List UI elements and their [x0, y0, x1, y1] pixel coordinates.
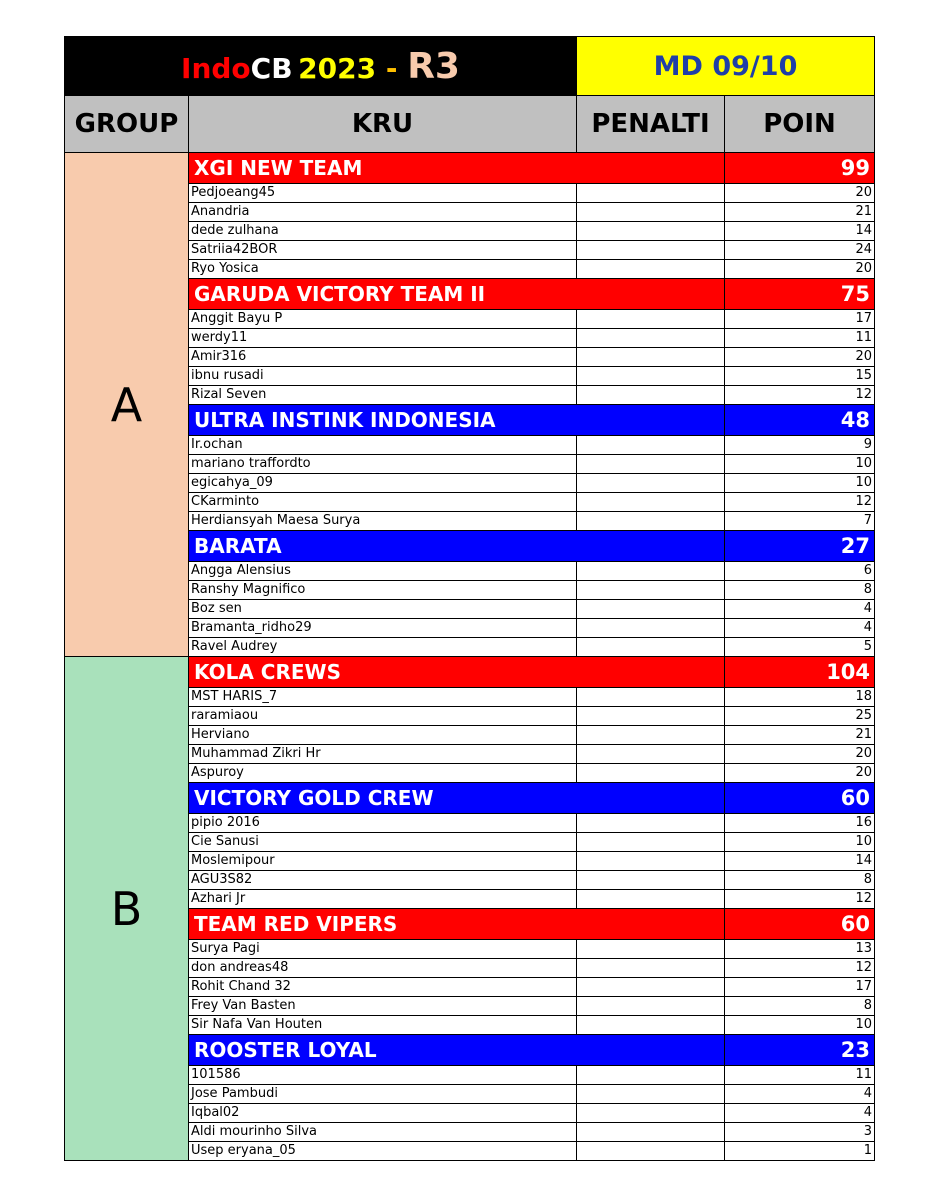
member-penalty: [577, 978, 725, 997]
member-name: Rohit Chand 32: [189, 978, 577, 997]
member-points: 20: [725, 348, 875, 367]
member-name: Satriia42BOR: [189, 241, 577, 260]
team-name: ROOSTER LOYAL: [189, 1035, 725, 1066]
member-name: CKarminto: [189, 493, 577, 512]
member-name: egicahya_09: [189, 474, 577, 493]
member-name: Surya Pagi: [189, 940, 577, 959]
member-points: 18: [725, 688, 875, 707]
member-penalty: [577, 833, 725, 852]
member-penalty: [577, 764, 725, 783]
member-points: 14: [725, 222, 875, 241]
member-name: Pedjoeang45: [189, 184, 577, 203]
member-penalty: [577, 997, 725, 1016]
member-penalty: [577, 581, 725, 600]
team-points: 99: [725, 153, 875, 184]
member-name: Iqbal02: [189, 1104, 577, 1123]
member-name: mariano traffordto: [189, 455, 577, 474]
member-points: 4: [725, 619, 875, 638]
title-row: [65, 37, 875, 96]
member-name: 101586: [189, 1066, 577, 1085]
member-points: 20: [725, 260, 875, 279]
member-name: Frey Van Basten: [189, 997, 577, 1016]
matchday-label: MD 09/10: [577, 37, 875, 96]
member-name: raramiaou: [189, 707, 577, 726]
member-penalty: [577, 436, 725, 455]
team-points: 75: [725, 279, 875, 310]
member-penalty: [577, 348, 725, 367]
member-penalty: [577, 562, 725, 581]
member-points: 12: [725, 386, 875, 405]
member-penalty: [577, 455, 725, 474]
member-name: Aldi mourinho Silva: [189, 1123, 577, 1142]
team-name: BARATA: [189, 531, 725, 562]
group-label: B: [65, 657, 189, 1161]
member-penalty: [577, 184, 725, 203]
member-name: Bramanta_ridho29: [189, 619, 577, 638]
member-points: 21: [725, 203, 875, 222]
team-name: KOLA CREWS: [189, 657, 725, 688]
member-penalty: [577, 260, 725, 279]
member-penalty: [577, 619, 725, 638]
member-name: Angga Alensius: [189, 562, 577, 581]
member-points: 20: [725, 764, 875, 783]
member-name: Ravel Audrey: [189, 638, 577, 657]
team-row: [65, 657, 875, 688]
standings-sheet: [64, 36, 874, 1161]
member-points: 10: [725, 455, 875, 474]
member-points: 7: [725, 512, 875, 531]
member-name: Herdiansyah Maesa Surya: [189, 512, 577, 531]
team-points: 104: [725, 657, 875, 688]
member-points: 5: [725, 638, 875, 657]
member-penalty: [577, 222, 725, 241]
tournament-title: [65, 37, 577, 96]
member-points: 24: [725, 241, 875, 260]
member-penalty: [577, 638, 725, 657]
member-points: 3: [725, 1123, 875, 1142]
team-name: XGI NEW TEAM: [189, 153, 725, 184]
member-name: Sir Nafa Van Houten: [189, 1016, 577, 1035]
member-penalty: [577, 726, 725, 745]
member-points: 21: [725, 726, 875, 745]
title-year: 2023: [298, 51, 377, 85]
member-penalty: [577, 1085, 725, 1104]
member-points: 9: [725, 436, 875, 455]
member-points: 20: [725, 184, 875, 203]
col-header-group: GROUP: [65, 96, 189, 153]
member-name: pipio 2016: [189, 814, 577, 833]
member-points: 8: [725, 871, 875, 890]
member-penalty: [577, 814, 725, 833]
member-points: 4: [725, 1085, 875, 1104]
group-label: A: [65, 153, 189, 657]
member-penalty: [577, 512, 725, 531]
col-header-penalti: PENALTI: [577, 96, 725, 153]
col-header-kru: KRU: [189, 96, 577, 153]
member-name: Anandria: [189, 203, 577, 222]
team-points: 60: [725, 783, 875, 814]
member-penalty: [577, 203, 725, 222]
team-name: GARUDA VICTORY TEAM II: [189, 279, 725, 310]
member-name: Herviano: [189, 726, 577, 745]
member-name: werdy11: [189, 329, 577, 348]
member-penalty: [577, 386, 725, 405]
member-points: 17: [725, 310, 875, 329]
member-points: 10: [725, 474, 875, 493]
member-points: 8: [725, 997, 875, 1016]
member-points: 20: [725, 745, 875, 764]
member-points: 8: [725, 581, 875, 600]
member-points: 13: [725, 940, 875, 959]
member-penalty: [577, 1142, 725, 1161]
member-penalty: [577, 871, 725, 890]
member-points: 12: [725, 493, 875, 512]
member-points: 4: [725, 600, 875, 619]
member-points: 14: [725, 852, 875, 871]
member-points: 10: [725, 833, 875, 852]
member-points: 25: [725, 707, 875, 726]
member-name: Ryo Yosica: [189, 260, 577, 279]
member-name: ibnu rusadi: [189, 367, 577, 386]
member-name: Moslemipour: [189, 852, 577, 871]
title-dash: -: [376, 51, 408, 85]
member-penalty: [577, 707, 725, 726]
member-name: AGU3S82: [189, 871, 577, 890]
member-name: Usep eryana_05: [189, 1142, 577, 1161]
member-name: Azhari Jr: [189, 890, 577, 909]
team-name: ULTRA INSTINK INDONESIA: [189, 405, 725, 436]
member-points: 6: [725, 562, 875, 581]
member-penalty: [577, 310, 725, 329]
member-name: Jose Pambudi: [189, 1085, 577, 1104]
title-round: R3: [407, 45, 460, 87]
member-name: dede zulhana: [189, 222, 577, 241]
member-name: Boz sen: [189, 600, 577, 619]
team-points: 27: [725, 531, 875, 562]
member-penalty: [577, 688, 725, 707]
member-penalty: [577, 1066, 725, 1085]
member-name: Amir316: [189, 348, 577, 367]
member-points: 17: [725, 978, 875, 997]
member-name: MST HARIS_7: [189, 688, 577, 707]
member-points: 4: [725, 1104, 875, 1123]
member-points: 11: [725, 329, 875, 348]
member-name: Muhammad Zikri Hr: [189, 745, 577, 764]
member-penalty: [577, 959, 725, 978]
member-name: Aspuroy: [189, 764, 577, 783]
member-points: 12: [725, 959, 875, 978]
team-points: 60: [725, 909, 875, 940]
member-penalty: [577, 1104, 725, 1123]
team-row: [65, 153, 875, 184]
member-name: Rizal Seven: [189, 386, 577, 405]
team-name: VICTORY GOLD CREW: [189, 783, 725, 814]
team-points: 23: [725, 1035, 875, 1066]
member-penalty: [577, 1016, 725, 1035]
member-name: don andreas48: [189, 959, 577, 978]
team-name: TEAM RED VIPERS: [189, 909, 725, 940]
member-penalty: [577, 329, 725, 348]
member-points: 10: [725, 1016, 875, 1035]
member-points: 1: [725, 1142, 875, 1161]
title-indo: Indo: [181, 51, 251, 85]
member-penalty: [577, 493, 725, 512]
member-name: Ranshy Magnifico: [189, 581, 577, 600]
member-penalty: [577, 852, 725, 871]
member-name: Cie Sanusi: [189, 833, 577, 852]
member-penalty: [577, 890, 725, 909]
member-points: 16: [725, 814, 875, 833]
member-penalty: [577, 745, 725, 764]
member-points: 12: [725, 890, 875, 909]
member-penalty: [577, 940, 725, 959]
member-penalty: [577, 600, 725, 619]
member-penalty: [577, 241, 725, 260]
member-penalty: [577, 367, 725, 386]
team-points: 48: [725, 405, 875, 436]
member-points: 11: [725, 1066, 875, 1085]
column-header-row: [65, 96, 875, 153]
member-penalty: [577, 1123, 725, 1142]
title-cb: CB: [250, 51, 293, 85]
col-header-poin: POIN: [725, 96, 875, 153]
member-name: Ir.ochan: [189, 436, 577, 455]
member-name: Anggit Bayu P: [189, 310, 577, 329]
member-penalty: [577, 474, 725, 493]
standings-table: [64, 36, 875, 1161]
member-points: 15: [725, 367, 875, 386]
